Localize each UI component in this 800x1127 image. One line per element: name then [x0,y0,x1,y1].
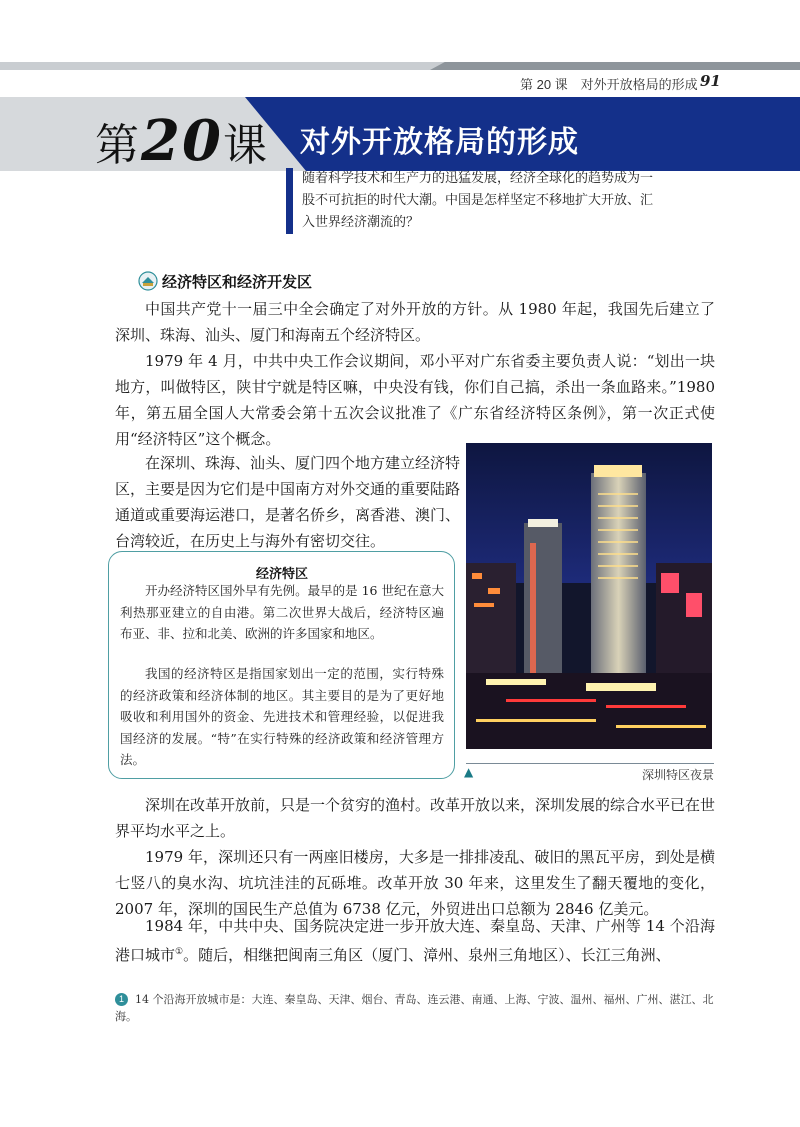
lesson-number [95,108,269,174]
caption-rule [466,763,714,764]
lesson-number-value: 20 [141,108,223,174]
shenzhen-night-photo [466,443,712,749]
footnote: 14 个沿海开放城市是：大连、秦皇岛、天津、烟台、青岛、连云港、南通、上海、宁波、温州、福州、广州、湛江、北海。 [115,993,714,1023]
paragraph: 深圳在改革开放前，只是一个贫穷的渔村。改革开放以来，深圳发展的综合水平已在世界平均水平之上。 [115,796,716,840]
photo-caption: 深圳特区夜景 [642,768,715,782]
info-box-paragraph: 我国的经济特区是指国家划出一定的范围，实行特殊的经济政策和经济体制的地区。其主要目的是为了更好地吸收和利用国外的资金、先进技术和管理经验，以促进我国经济的发展。“特”在实行特殊的经济政策和经济管理方法。 [120,666,444,767]
book-icon [138,271,158,291]
running-head: 第 20 课 对外开放格局的形成 [520,77,698,92]
paragraph: 1979 年，深圳还只有一两座旧楼房，大多是一排排凌乱、破旧的黑瓦平房，到处是横七竖八的臭水沟、坑坑洼洼的瓦砾堆。改革开放 30 年来，这里发生了翻天覆地的变化，2007 年，深圳的国民生产总值为 6738 亿元，外贸进出口总额为 2846 亿美元。 [115,848,715,918]
paragraph: 1979 年 4 月，中共中央工作会议期间，邓小平对广东省委主要负责人说：“划出一块地方，叫做特区，陕甘宁就是特区嘛，中央没有钱，你们自己搞，杀出一条血路来。”1980 年，第五届全国人大常委会第十五次会议批准了《广东省经济特区条例》，第一次正式使用“经济特区”这个概念。 [115,352,715,448]
paragraph-text: 1984 年，中共中央、国务院决定进一步开放大连、秦皇岛、天津、广州等 14 个沿海港口城市 [115,917,715,964]
lesson-title: 对外开放格局的形成 [300,125,579,160]
intro-accent-bar [286,168,293,234]
paragraph: 在深圳、珠海、汕头、厦门四个地方建立经济特区，主要是因为它们是中国南方对外交通的重要陆路通道或重要海运港口，是著名侨乡，离香港、澳门、台湾较近，在历史上与海外有密切交往。 [115,454,461,550]
info-box-paragraph: 开办经济特区国外早有先例。最早的是 16 世纪在意大利热那亚建立的自由港。第二次世界大战后，经济特区遍布亚、非、拉和北美、欧洲的许多国家和地区。 [120,583,444,641]
section-heading: 经济特区和经济开发区 [162,274,313,291]
header-stripe-accent [430,62,800,70]
footnote-ref[interactable]: ① [175,947,184,957]
info-box-title: 经济特区 [255,566,308,581]
lesson-prefix: 第 [95,120,141,171]
footnote-number: 1 [115,993,128,1006]
paragraph: 中国共产党十一届三中全会确定了对外开放的方针。从 1980 年起，我国先后建立了深圳、珠海、汕头、厦门和海南五个经济特区。 [115,300,715,344]
lesson-suffix: 课 [222,120,269,171]
caption-triangle-icon: ▲ [464,765,474,779]
lesson-intro: 随着科学技术和生产力的迅猛发展，经济全球化的趋势成为一股不可抗拒的时代大潮。中国是怎样坚定不移地扩大开放、汇入世界经济潮流的？ [302,171,654,230]
paragraph-text: 。随后，相继把闽南三角区（厦门、漳州、泉州三角地区）、长江三角洲、 [183,946,671,964]
paragraph [115,913,715,968]
page-number: 91 [700,72,721,90]
